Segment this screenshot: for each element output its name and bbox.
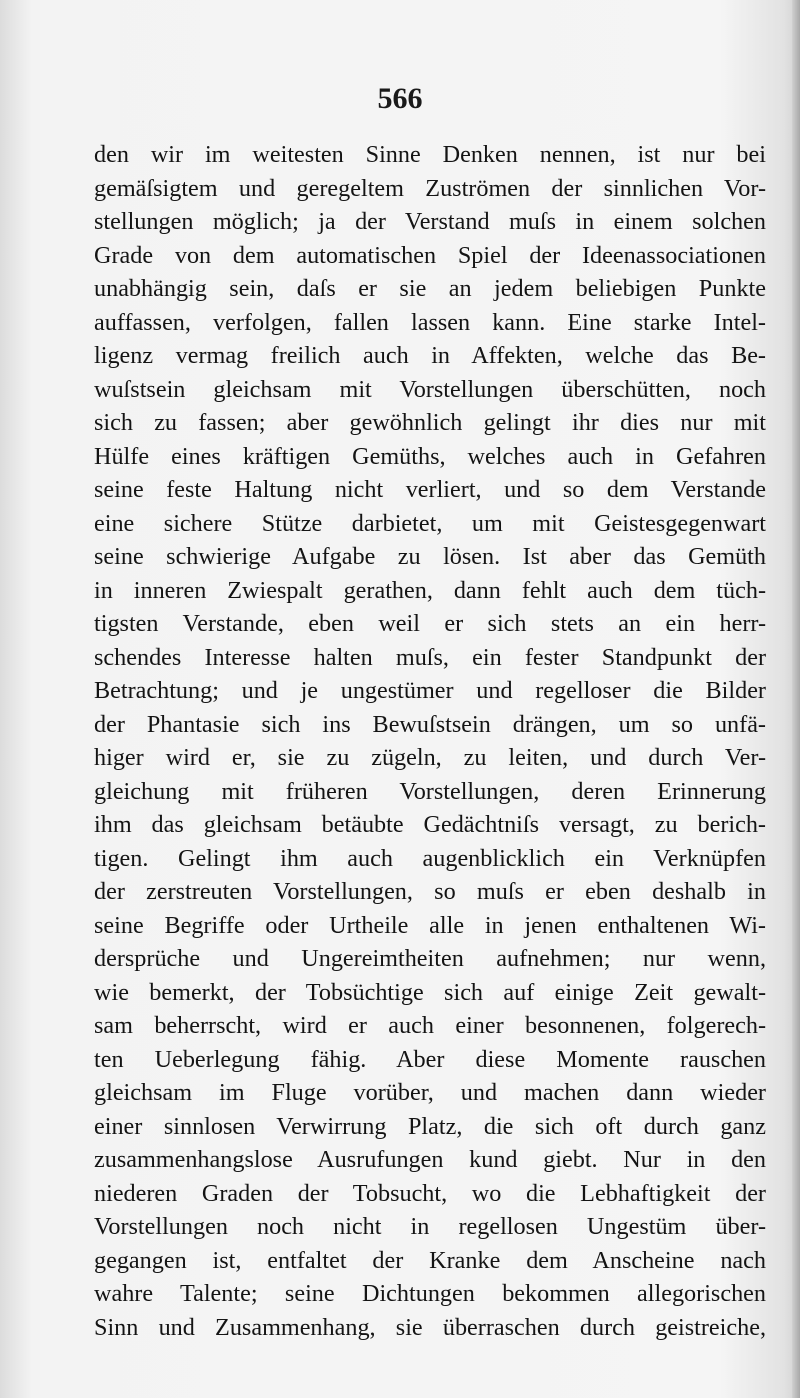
text-line: seine schwierige Aufgabe zu lösen. Ist aber das Gemüth xyxy=(94,543,766,570)
text-line: wuſstsein gleichsam mit Vorstellungen überschütten, noch xyxy=(94,375,766,403)
text-line: seine Begriffe oder Urtheile alle in jenen enthaltenen Wi- xyxy=(94,911,766,939)
text-line: auffassen, verfolgen, fallen lassen kann. Eine starke Intel- xyxy=(94,308,766,336)
body-text xyxy=(94,138,766,1344)
text-line: einer sinnlosen Verwirrung Platz, die sich oft durch ganz xyxy=(94,1112,766,1140)
page-edge-shadow xyxy=(792,0,800,1398)
text-line: niederen Graden der Tobsucht, wo die Lebhaftigkeit der xyxy=(94,1179,766,1207)
text-line: higer wird er, sie zu zügeln, zu leiten, und durch Ver- xyxy=(94,744,766,771)
text-line: zusammenhangslose Ausrufungen kund giebt. Nur in den xyxy=(94,1146,766,1173)
text-line: ten Ueberlegung fähig. Aber diese Momente rauschen xyxy=(94,1045,766,1073)
text-line: ihm das gleichsam betäubte Gedächtniſs versagt, zu berich- xyxy=(94,811,766,838)
text-line: der Phantasie sich ins Bewuſstsein drängen, um so unfä- xyxy=(94,710,766,738)
text-line: schendes Interesse halten muſs, ein fester Standpunkt der xyxy=(94,643,766,671)
text-line: gegangen ist, entfaltet der Kranke dem Anscheine nach xyxy=(94,1246,766,1274)
text-line: der zerstreuten Vorstellungen, so muſs er eben deshalb in xyxy=(94,878,766,905)
text-line: seine feste Haltung nicht verliert, und so dem Verstande xyxy=(94,476,766,503)
text-line: Grade von dem automatischen Spiel der Ideenassociationen xyxy=(94,241,766,269)
text-line: wie bemerkt, der Tobsüchtige sich auf einige Zeit gewalt- xyxy=(94,978,766,1006)
text-line: tigsten Verstande, eben weil er sich stets an ein herr- xyxy=(94,610,766,637)
text-line: eine sichere Stütze darbietet, um mit Geistesgegenwart xyxy=(94,509,766,537)
text-line: gleichsam im Fluge vorüber, und machen dann wieder xyxy=(94,1079,766,1106)
page-number: 566 xyxy=(377,82,423,115)
text-line: tigen. Gelingt ihm auch augenblicklich ein Verknüpfen xyxy=(94,844,766,872)
text-line: wahre Talente; seine Dichtungen bekommen allegorischen xyxy=(94,1280,766,1307)
text-line: Betrachtung; und je ungestümer und regelloser die Bilder xyxy=(94,677,766,704)
text-line: dersprüche und Ungereimtheiten aufnehmen; nur wenn, xyxy=(94,945,766,972)
text-line: Sinn und Zusammenhang, sie überraschen durch geistreiche, xyxy=(94,1313,766,1341)
text-line: gleichung mit früheren Vorstellungen, deren Erinnerung xyxy=(94,777,766,805)
text-line: unabhängig sein, daſs er sie an jedem beliebigen Punkte xyxy=(94,275,766,302)
text-line: sam beherrscht, wird er auch einer besonnenen, folgerech- xyxy=(94,1012,766,1039)
text-line: den wir im weitesten Sinne Denken nennen, ist nur bei xyxy=(94,141,766,168)
text-line: in inneren Zwiespalt gerathen, dann fehlt auch dem tüch- xyxy=(94,576,766,604)
text-line: stellungen möglich; ja der Verstand muſs in einem solchen xyxy=(94,208,766,235)
text-line: gemäſsigtem und geregeltem Zuströmen der sinnlichen Vor- xyxy=(94,174,766,202)
text-line: Vorstellungen noch nicht in regellosen Ungestüm über- xyxy=(94,1213,766,1240)
text-line: Hülfe eines kräftigen Gemüths, welches auch in Gefahren xyxy=(94,442,766,470)
text-line: ligenz vermag freilich auch in Affekten, welche das Be- xyxy=(94,342,766,369)
text-line: sich zu fassen; aber gewöhnlich gelingt ihr dies nur mit xyxy=(94,409,766,436)
